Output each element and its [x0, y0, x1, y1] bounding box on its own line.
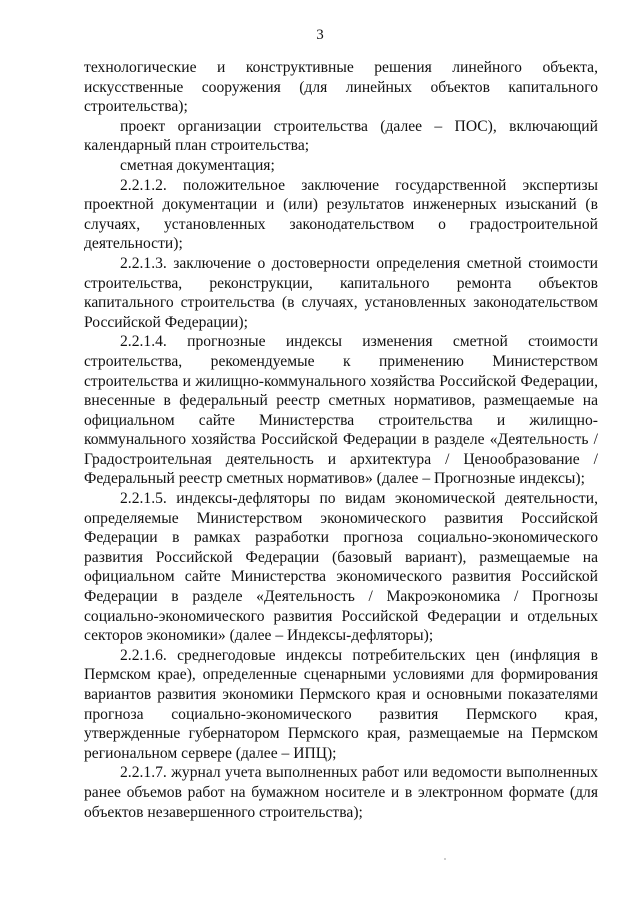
- paragraph-2-2-1-3: 2.2.1.3. заключение о достоверности определения сметной стоимости строительства, реконструкции, капитального ремонта объектов капитального строительства (в случаях, установленных законодательством Российской Федерации);: [84, 254, 598, 331]
- page-number: 3: [316, 27, 324, 43]
- paragraph-2-2-1-6: 2.2.1.6. среднегодовые индексы потребительских цен (инфляция в Пермском крае), определенные сценарными условиями для формирования вариантов развития экономики Пермского края и основными показателями прогноза социально-экономического развития Пермского края, утвержденные губернатором Пермского края, размещаемые на Пермском региональном сервере (далее – ИПЦ);: [84, 646, 598, 762]
- paragraph-2-2-1-2: 2.2.1.2. положительное заключение государственной экспертизы проектной документации и (или) результатов инженерных изысканий (в случаях, установленных законодательством о градостроительной деятельности);: [84, 176, 598, 253]
- paragraph-2-2-1-5: 2.2.1.5. индексы-дефляторы по видам экономической деятельности, определяемые Министерством экономического развития Российской Федерации в рамках разработки прогноза социально-экономического развития Российской Федерации (базовый вариант), размещаемые на официальном сайте Министерства экономического развития Российской Федерации в разделе «Деятельность / Макроэкономика / Прогнозы социально-экономического развития Российской Федерации и отдельных секторов экономики» (далее – Индексы-дефляторы);: [84, 490, 598, 645]
- scan-speck: [444, 858, 446, 860]
- document-body: [84, 58, 598, 822]
- paragraph-2-2-1-4: 2.2.1.4. прогнозные индексы изменения сметной стоимости строительства, рекомендуемые к применению Министерством строительства и жилищно-коммунального хозяйства Российской Федерации, внесенные в федеральный реестр сметных нормативов, размещаемые на официальном сайте Министерства строительства и жилищно-коммунального хозяйства Российской Федерации в разделе «Деятельность / Градостроительная деятельность и архитектура / Ценообразование / Федеральный реестр сметных нормативов» (далее – Прогнозные индексы);: [84, 333, 598, 488]
- paragraph-technological-solutions: технологические и конструктивные решения линейного объекта, искусственные сооружения (для линейных объектов капитального строительства);: [84, 59, 598, 116]
- paragraph-estimate-docs: сметная документация;: [120, 156, 275, 174]
- paragraph-2-2-1-7: 2.2.1.7. журнал учета выполненных работ или ведомости выполненных ранее объемов работ на бумажном носителе и в электронном формате (для объектов незавершенного строительства);: [84, 764, 598, 821]
- paragraph-pos: проект организации строительства (далее – ПОС), включающий календарный план строительства;: [84, 117, 598, 155]
